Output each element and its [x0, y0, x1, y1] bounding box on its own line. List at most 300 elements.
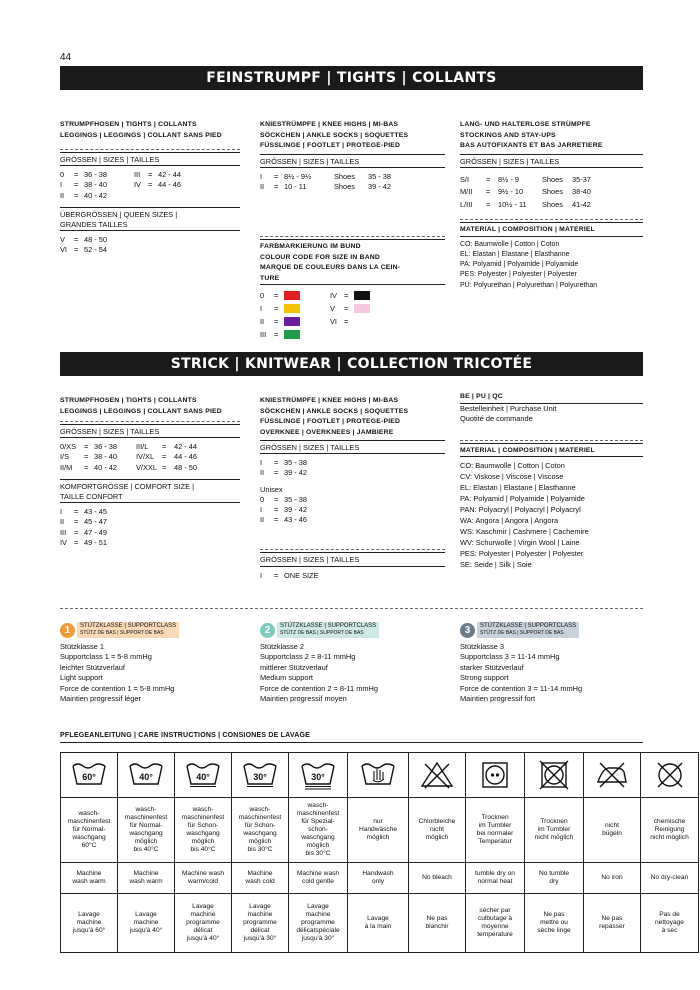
- support-number-icon: 2: [260, 623, 275, 638]
- color-swatch: [284, 291, 300, 300]
- size-row: [260, 182, 445, 192]
- size-cell: 49 - 51: [84, 537, 108, 547]
- size-cell: III: [60, 527, 67, 537]
- size-table: [260, 172, 445, 192]
- care-text-line: jusqu'à 60°: [72, 927, 106, 934]
- care-text-line: wash warm: [72, 878, 106, 885]
- size-cell: I: [260, 505, 263, 515]
- purchase-unit-title: BE | PU | QC: [460, 393, 503, 400]
- care-symbol-cell: [641, 753, 699, 798]
- care-symbol-cell: [232, 753, 289, 798]
- color-swatch: [354, 291, 370, 300]
- support-label: [477, 622, 579, 637]
- knit-tights-column: [60, 396, 240, 548]
- size-cell: 0: [60, 170, 65, 180]
- care-text-cell: [409, 863, 466, 894]
- knit-knee-highs-column: [260, 396, 445, 581]
- care-text-cell: [61, 863, 118, 894]
- support-number-icon: 3: [460, 623, 475, 638]
- care-text-line: Machine: [133, 870, 159, 877]
- care-text-line: für Normal-: [72, 826, 106, 833]
- size-cell: 44 - 46: [158, 180, 182, 190]
- sizes-title: GRÖSSEN | SIZES | TAILLES: [60, 427, 160, 436]
- size-cell: =: [74, 507, 79, 517]
- material-item: SE: Seide | Silk | Soie: [460, 560, 532, 570]
- color-swatch: [354, 304, 370, 313]
- size-cell: 0: [260, 494, 265, 504]
- care-text-line: Trocknen: [481, 814, 509, 821]
- color-row: [260, 315, 445, 328]
- size-label: VI: [330, 316, 337, 326]
- size-cell: =: [148, 180, 153, 190]
- size-cell: =: [162, 462, 167, 472]
- wash-30-gentle-icon: [291, 760, 345, 790]
- no-dry-clean-icon: [643, 760, 696, 790]
- care-symbol-cell: [289, 753, 348, 798]
- support-label: [277, 622, 379, 637]
- care-text-line: Machine wash: [296, 870, 340, 877]
- care-text-line: waschgang: [243, 830, 277, 837]
- size-cell: 45 - 47: [84, 517, 108, 527]
- care-text-line: für Spezial-: [301, 818, 335, 825]
- care-symbol-cell: [584, 753, 641, 798]
- size-label: III: [260, 329, 267, 339]
- size-cell: Shoes: [542, 174, 563, 184]
- care-text-line: schon-: [308, 826, 328, 833]
- size-row: [260, 515, 445, 525]
- equals: =: [274, 316, 279, 326]
- care-text-row-fr: [61, 894, 699, 953]
- care-text-line: only: [371, 878, 385, 885]
- size-cell: =: [74, 517, 79, 527]
- support-number-icon: 1: [60, 623, 75, 638]
- size-row: [60, 442, 240, 452]
- size-cell: 42 - 44: [174, 442, 198, 452]
- care-text-line: Pas de: [659, 911, 680, 918]
- one-size-table: [260, 571, 445, 581]
- care-text-line: waschgang: [186, 830, 220, 837]
- column-header: LEGGINGS | LEGGINGS | COLLANT SANS PIED: [60, 407, 222, 415]
- care-text-line: mettre ou: [540, 919, 568, 926]
- size-row: [460, 199, 643, 212]
- care-text-line: Ne pas: [601, 915, 623, 922]
- size-cell: V/XXL: [136, 462, 157, 472]
- svg-text:30°: 30°: [311, 772, 325, 782]
- size-row: [60, 191, 240, 201]
- care-text-line: bis 40°C: [133, 846, 159, 853]
- care-text-line: No iron: [601, 874, 623, 881]
- support-label-de: STÜTZKLASSE: [280, 623, 323, 630]
- care-text-line: programme: [186, 919, 220, 926]
- equals: =: [344, 316, 349, 326]
- care-text-line: machine: [133, 919, 159, 926]
- size-row: [60, 180, 240, 190]
- support-line: Light support: [60, 673, 103, 683]
- care-text-line: nicht: [605, 822, 619, 829]
- support-badge: [460, 622, 650, 638]
- care-text-line: repasser: [599, 923, 625, 930]
- size-cell: 36 - 38: [84, 170, 108, 180]
- size-row: [60, 235, 240, 245]
- size-cell: III: [134, 170, 141, 180]
- care-symbol-cell: [175, 753, 232, 798]
- care-title: PFLEGEANLEITUNG | CARE INSTRUCTIONS | CONSIONES DE LAVAGE: [60, 732, 310, 739]
- care-text-cell: [348, 894, 409, 953]
- size-cell: 52 - 54: [84, 245, 108, 255]
- care-text-line: bis 30°C: [247, 846, 273, 853]
- care-text-line: bis 30°C: [305, 850, 331, 857]
- care-text-line: délicat: [250, 927, 270, 934]
- care-text-line: chemische: [653, 818, 686, 825]
- size-cell: =: [74, 180, 79, 190]
- care-text-cell: [525, 894, 584, 953]
- care-text-cell: [289, 894, 348, 953]
- care-text-line: warm/cold: [187, 878, 219, 885]
- sizes-title: GRÖSSEN | SIZES | TAILLES: [260, 555, 360, 565]
- support-line: Medium support: [260, 673, 313, 683]
- care-text-cell: [348, 863, 409, 894]
- material-item: PU: Polyurethan | Polyurethan | Polyurethan: [460, 281, 598, 289]
- size-cell: IV: [134, 180, 141, 190]
- care-text-line: normal heat: [477, 878, 513, 885]
- size-table: [260, 458, 445, 478]
- support-line: mittlerer Stützverlauf: [260, 662, 328, 672]
- size-cell: 36 - 38: [94, 442, 118, 452]
- care-text-line: programme: [243, 919, 277, 926]
- tumble-dry-icon: [468, 760, 522, 790]
- care-text-line: nur: [373, 818, 383, 825]
- care-text-cell: [409, 894, 466, 953]
- color-row: [260, 289, 445, 302]
- care-text-line: cold gentle: [302, 878, 334, 885]
- support-badge: [60, 622, 250, 638]
- size-cell: [148, 191, 158, 201]
- size-cell: I: [60, 507, 63, 517]
- care-text-line: Handwäsche: [358, 826, 398, 833]
- size-cell: II: [260, 468, 265, 478]
- material-item: WS: Kaschmir | Cashmere | Cachemire: [460, 527, 589, 537]
- support-badge: [260, 622, 450, 638]
- size-cell: 48 - 50: [84, 235, 108, 245]
- size-table: [60, 170, 240, 201]
- size-cell: [158, 191, 198, 201]
- size-row: [60, 507, 240, 517]
- size-cell: 43 - 46: [284, 515, 308, 525]
- care-symbol-cell: [61, 753, 118, 798]
- support-label-line: [480, 623, 576, 630]
- care-text-line: délicatspéciale: [296, 927, 340, 934]
- size-label: V: [330, 303, 335, 313]
- care-text-line: tumble dry on: [475, 870, 515, 877]
- size-label: 0: [260, 290, 265, 300]
- no-bleach-icon: [411, 760, 463, 790]
- care-symbol-cell: [348, 753, 409, 798]
- size-cell: 35-37: [572, 174, 591, 184]
- wash-60-icon: [63, 760, 115, 790]
- svg-text:30°: 30°: [253, 772, 267, 782]
- support-line: Supportclass 1 = 5-8 mmHg: [60, 652, 152, 662]
- care-text-cell: [118, 863, 175, 894]
- color-row: [260, 302, 445, 315]
- column-header: STOCKINGS AND STAY-UPS: [460, 131, 556, 139]
- size-cell: =: [486, 187, 491, 197]
- care-text-cell: [61, 798, 118, 863]
- care-text-line: wasch-: [78, 810, 100, 817]
- column-header: STRUMPFHOSEN | TIGHTS | COLLANTS: [60, 397, 197, 404]
- care-text-line: jusqu'à 30°: [243, 935, 277, 942]
- size-cell: =: [162, 442, 167, 452]
- size-cell: [134, 191, 148, 201]
- support-line: Force de contention 3 = 11-14 mmHg: [460, 683, 583, 693]
- care-text-line: maschinenfest: [67, 818, 111, 825]
- column-header: SÖCKCHEN | ANKLE SOCKS | SOQUETTES: [260, 407, 409, 415]
- size-cell: 0/XS: [60, 442, 77, 452]
- size-cell: 35 - 38: [368, 171, 392, 181]
- size-label: I: [260, 303, 263, 313]
- equals: =: [274, 329, 279, 339]
- size-cell: 39 - 42: [284, 468, 308, 478]
- care-text-line: wash warm: [129, 878, 163, 885]
- care-text-cell: [525, 798, 584, 863]
- color-swatch: [284, 330, 300, 339]
- support-label-fr: STÜTZ DE BAS: [280, 630, 316, 636]
- page-number: 44: [60, 52, 72, 63]
- column-header: KNIESTRÜMPFE | KNEE HIGHS | MI-BAS: [260, 397, 399, 404]
- care-text-line: Temperatur: [478, 838, 512, 845]
- color-code-title: FARBMARKIERUNG IM BUND: [260, 243, 361, 251]
- size-row: [260, 495, 445, 505]
- section-title-knitwear: STRICK | KNITWEAR | COLLECTION TRICOTÉE: [60, 352, 643, 376]
- size-cell: 35 - 38: [284, 458, 308, 468]
- support-line: leichter Stützverlauf: [60, 662, 125, 672]
- material-list: [460, 240, 643, 291]
- size-row: [460, 186, 643, 199]
- care-text-line: maschinenfest: [124, 814, 168, 821]
- column-header: LANG- UND HALTERLOSE STRÜMPFE: [460, 121, 591, 128]
- care-text-cell: [348, 798, 409, 863]
- wash-40-icon: [120, 760, 172, 790]
- care-text-line: jusqu'à 40°: [186, 935, 220, 942]
- support-line: Supportclass 3 = 11-14 mmHg: [460, 652, 560, 662]
- size-cell: =: [74, 235, 79, 245]
- support-line: starker Stützverlauf: [460, 662, 524, 672]
- care-text-line: Ne pas: [543, 911, 565, 918]
- size-cell: =: [486, 199, 491, 209]
- care-text-line: möglich: [366, 834, 390, 841]
- size-cell: II: [60, 190, 65, 200]
- care-text-cell: [466, 894, 525, 953]
- care-text-line: Chlorbleiche: [418, 818, 456, 825]
- size-cell: =: [74, 245, 79, 255]
- care-text-line: nicht möglich: [650, 834, 689, 841]
- no-tumble-dry-icon: [527, 760, 581, 790]
- care-text-line: Lavage: [135, 911, 157, 918]
- care-text-line: für Schon-: [244, 822, 276, 829]
- size-cell: II: [260, 181, 265, 191]
- color-code-title: TURE: [260, 274, 280, 282]
- column-header: BAS AUTOFIXANTS ET BAS JARRETIERE: [460, 142, 603, 149]
- support-line: Maintien progressif léger: [60, 694, 141, 704]
- material-item: WA: Angora | Angora | Angora: [460, 516, 559, 526]
- size-cell: 38 - 40: [94, 452, 118, 462]
- size-cell: II: [260, 515, 265, 525]
- size-cell: Shoes: [334, 181, 355, 191]
- care-symbol-cell: [409, 753, 466, 798]
- color-code-table: [260, 289, 445, 341]
- care-text-cell: [232, 798, 289, 863]
- care-text-cell: [584, 894, 641, 953]
- size-cell: =: [274, 505, 279, 515]
- care-text-line: 60°C: [81, 842, 97, 849]
- support-line: Maintien progressif moyen: [260, 694, 347, 704]
- size-cell: 42 - 44: [158, 170, 182, 180]
- size-cell: 40 - 42: [84, 190, 108, 200]
- care-text-line: wasch-: [307, 802, 329, 809]
- queen-size-table: [60, 235, 240, 255]
- care-text-line: maschinenfest: [238, 814, 282, 821]
- svg-text:40°: 40°: [196, 772, 210, 782]
- care-text-line: für Schon-: [187, 822, 219, 829]
- size-cell: 8½ - 9½: [284, 171, 312, 181]
- care-text-cell: [641, 863, 699, 894]
- care-symbol-row: [61, 753, 699, 798]
- sizes-title: GRÖSSEN | SIZES | TAILLES: [60, 155, 160, 164]
- care-text-line: Machine wash: [181, 870, 225, 877]
- size-cell: Shoes: [334, 171, 355, 181]
- support-class-2: [260, 622, 450, 704]
- size-cell: IV: [60, 537, 67, 547]
- size-row: [460, 174, 643, 187]
- care-text-line: bis 40°C: [190, 846, 216, 853]
- care-text-line: délicat: [193, 927, 213, 934]
- svg-text:40°: 40°: [139, 772, 153, 782]
- size-row: [60, 170, 240, 180]
- column-header: SÖCKCHEN | ANKLE SOCKS | SOQUETTES: [260, 131, 409, 139]
- support-line: Stützklasse 3: [460, 642, 504, 651]
- care-text-cell: [175, 863, 232, 894]
- care-text-cell: [641, 798, 699, 863]
- size-cell: =: [274, 468, 279, 478]
- care-text-line: wasch-: [249, 806, 271, 813]
- support-label-sep: |: [122, 623, 128, 630]
- support-line: Force de contention 1 = 5-8 mmHg: [60, 683, 175, 693]
- material-list: [460, 460, 643, 570]
- material-item: PES: Polyester | Polyester | Polyester: [460, 271, 577, 279]
- column-header: FÜSSLINGE | FOOTLET | PROTEGE-PIED: [260, 142, 401, 149]
- care-text-line: waschgang: [301, 834, 335, 841]
- care-text-line: möglich: [134, 838, 158, 845]
- size-cell: L/III: [460, 199, 473, 209]
- support-label-sep: |: [315, 630, 320, 636]
- care-text-row-de: [61, 798, 699, 863]
- support-label-line: [80, 623, 176, 630]
- size-cell: 39 - 42: [284, 505, 308, 515]
- support-line: Supportclass 2 = 8-11 mmHg: [260, 652, 356, 662]
- size-cell: =: [84, 462, 89, 472]
- support-line: Stützklasse 1: [60, 642, 104, 651]
- care-text-cell: [641, 894, 699, 953]
- support-line: Maintien progressif fort: [460, 694, 536, 704]
- no-iron-icon: [586, 760, 638, 790]
- care-text-line: Machine: [76, 870, 102, 877]
- color-swatch: [284, 304, 300, 313]
- size-cell: =: [84, 442, 89, 452]
- size-cell: =: [274, 570, 279, 580]
- care-text-line: à la main: [364, 923, 392, 930]
- svg-text:60°: 60°: [82, 772, 96, 782]
- care-text-line: für Normal-: [129, 822, 163, 829]
- size-row: [260, 458, 445, 468]
- size-cell: =: [74, 190, 79, 200]
- care-text-line: jusqu'à 40°: [129, 927, 163, 934]
- size-cell: =: [162, 452, 167, 462]
- care-text-cell: [175, 798, 232, 863]
- wash-40-gentle-icon: [177, 760, 229, 790]
- care-text-line: blanchir: [425, 923, 449, 930]
- size-label: IV: [330, 290, 337, 300]
- care-text-line: wasch-: [135, 806, 157, 813]
- support-line: Force de contention 2 = 8-11 mmHg: [260, 683, 378, 693]
- column-header: FÜSSLINGE | FOOTLET | PROTEGE-PIED: [260, 418, 401, 425]
- size-cell: S/I: [460, 174, 470, 184]
- size-cell: 38-40: [572, 187, 591, 197]
- size-cell: =: [148, 170, 153, 180]
- care-text-line: culbutage à: [477, 915, 513, 922]
- support-label-fr2: SUPPORT DE BAS: [319, 630, 364, 636]
- support-label: [77, 622, 179, 637]
- hand-wash-icon: [350, 760, 406, 790]
- care-text-line: im Tumbler: [537, 826, 571, 833]
- support-label-line: [280, 623, 376, 630]
- size-row: [60, 463, 240, 473]
- material-item: PA: Polyamid | Polyamide | Polyamide: [460, 261, 579, 269]
- comfort-size-title: TAILLE CONFORT: [60, 492, 123, 502]
- size-cell: 48 - 50: [174, 462, 198, 472]
- care-text-cell: [466, 863, 525, 894]
- support-label-line: [80, 630, 176, 637]
- support-label-en: SUPPORTCLASS: [327, 623, 377, 630]
- queen-size-title: GRANDES TAILLES: [60, 220, 128, 230]
- stockings-column: [460, 120, 643, 291]
- size-cell: =: [74, 527, 79, 537]
- material-item: PES: Polyester | Polyester | Polyester: [460, 549, 584, 559]
- support-label-en: SUPPORTCLASS: [127, 623, 177, 630]
- size-cell: IV/XL: [136, 452, 155, 462]
- size-table: [60, 442, 240, 473]
- care-text-line: möglich: [306, 842, 330, 849]
- size-cell: 43 - 45: [84, 507, 108, 517]
- care-text-cell: [409, 798, 466, 863]
- support-label-sep: |: [322, 623, 328, 630]
- care-symbol-cell: [466, 753, 525, 798]
- support-line: Strong support: [460, 673, 509, 683]
- material-item: PAN: Polyacryl | Polyacryl | Polyacryl: [460, 505, 581, 515]
- size-cell: I: [60, 180, 63, 190]
- size-row: [60, 517, 240, 527]
- equals: =: [344, 303, 349, 313]
- purchase-unit-line: Quotité de commande: [460, 413, 533, 423]
- equals: =: [274, 290, 279, 300]
- material-item: CO: Baumwolle | Cotton | Coton: [460, 461, 565, 471]
- column-header: OVERKNEE | OVERKNEES | JAMBIERE: [260, 428, 394, 436]
- support-label-fr2: SUPPORT DE BAS: [119, 630, 164, 636]
- care-text-line: machine: [76, 919, 102, 926]
- queen-size-title: ÜBERGRÖSSEN | QUEEN SIZES |: [60, 209, 178, 219]
- size-cell: VI: [60, 245, 67, 255]
- size-cell: 38 - 40: [84, 180, 108, 190]
- care-text-line: Ne pas: [426, 915, 448, 922]
- equals: =: [344, 290, 349, 300]
